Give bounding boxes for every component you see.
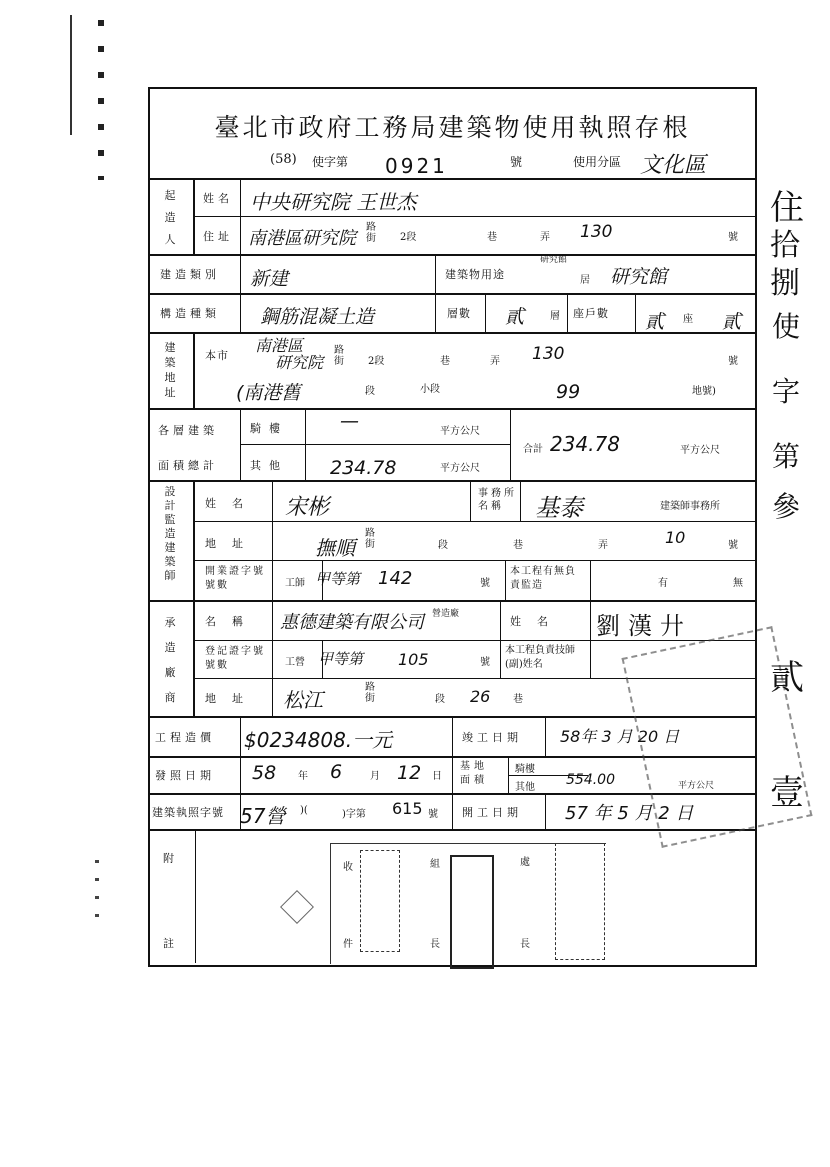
col-floors-4 <box>635 293 636 332</box>
chief-bottom: 長 <box>430 939 440 950</box>
cost-value: $0234808.一元 <box>244 728 393 752</box>
issue-day-unit: 日 <box>432 771 442 782</box>
units-value-2: 貳 <box>722 311 742 333</box>
floors-label: 層數 <box>447 307 471 320</box>
col-floors-3 <box>567 293 568 332</box>
zone-label: 使用分區 <box>573 155 622 169</box>
license-label: 開業證字號號數 <box>205 566 265 591</box>
reg-grade: 甲等第 <box>318 650 364 668</box>
other-label: 其他 <box>250 459 288 472</box>
reg-no: 105 <box>398 650 429 669</box>
rule-builder-mid <box>195 216 755 217</box>
site-lot-hao: 地號) <box>692 386 716 397</box>
permit-no: 615 <box>392 799 423 818</box>
total-label: 合計 <box>523 444 543 455</box>
margin-char-1: 住 <box>770 188 804 228</box>
use-label: 建築物用途 <box>445 268 505 281</box>
license-no: 142 <box>378 568 413 589</box>
contractor-addr-no: 26 <box>470 687 491 706</box>
use-note: 研究館 <box>540 255 568 265</box>
other-value: 234.78 <box>330 457 397 479</box>
builder-addr-label: 住址 <box>203 230 233 243</box>
builder-addr-alley: 弄 <box>540 232 550 243</box>
col-remarks <box>195 829 196 963</box>
rule-arch-1 <box>195 521 755 522</box>
contractor-name-value: 惠德建築有限公司 <box>280 612 424 633</box>
site-area-unit: 平方公尺 <box>678 781 715 791</box>
issue-month-unit: 月 <box>370 771 380 782</box>
site-district: 南港區 <box>255 336 304 355</box>
arcade-label: 騎樓 <box>250 422 288 435</box>
architect-addr-lane: 巷 <box>513 540 523 551</box>
category-value: 新建 <box>250 268 289 290</box>
builder-addr-sec: 2段 <box>400 232 417 243</box>
site-no: 130 <box>532 344 565 364</box>
permit-mid: )( <box>300 805 308 816</box>
col-side-1 <box>193 178 195 254</box>
architect-addr-alley: 弄 <box>598 540 608 551</box>
site-lot-no: 99 <box>556 381 581 403</box>
reg-label: 登記證字號號數 <box>205 646 265 671</box>
permit-number: 0921 <box>385 154 448 178</box>
col-bottom-4 <box>545 793 546 829</box>
site-lot-sub: 小段 <box>420 384 440 395</box>
units-mid: 座 <box>683 314 693 325</box>
reg-hao: 號 <box>480 657 490 668</box>
site-hao: 號 <box>728 356 738 367</box>
punch-hole-marks <box>98 20 104 180</box>
reg-prefix: 工營 <box>285 657 305 668</box>
col-floors-1 <box>435 293 436 332</box>
permit-hao: 號 <box>510 155 523 169</box>
col-arch-5 <box>590 560 591 600</box>
margin-char-9: 壹 <box>770 773 804 813</box>
permit-year: (58) <box>270 152 297 167</box>
builder-addr-road: 路街 <box>366 222 376 244</box>
chief-top: 組 <box>430 859 440 870</box>
site-alley: 弄 <box>490 356 500 367</box>
zone-value: 文化區 <box>640 153 707 178</box>
remarks-label-top: 附 <box>163 852 178 865</box>
architect-addr-value: 撫順 <box>315 536 355 560</box>
col-area-1 <box>305 408 306 480</box>
arcade-value: — <box>340 410 359 432</box>
builder-name-value: 中央研究院 王世杰 <box>250 190 417 214</box>
rule-arch-2 <box>195 560 755 561</box>
contractor-addr-sec: 段 <box>435 694 445 705</box>
start-label: 開工日期 <box>462 806 522 819</box>
col-bottom-3 <box>508 756 509 793</box>
seal-stamp-2 <box>450 855 494 969</box>
site-road-unit: 路街 <box>334 345 344 367</box>
license-grade: 甲等第 <box>315 570 361 588</box>
architect-name-value: 宋彬 <box>285 495 330 520</box>
seal-stamp-3 <box>555 843 605 960</box>
office-label: 事務所名稱 <box>478 488 517 512</box>
site-side-label: 建築地址 <box>164 341 176 399</box>
contractor-addr-label: 地址 <box>205 692 259 705</box>
receipt-top: 收 <box>343 862 353 873</box>
architect-addr-label: 地址 <box>205 537 259 550</box>
site-city: 本市 <box>205 349 229 362</box>
contractor-person-value: 劉漢廾 <box>596 612 692 640</box>
contractor-addr-road: 路街 <box>365 682 375 704</box>
use-suffix: 居 <box>580 275 590 286</box>
issue-year-unit: 年 <box>298 771 308 782</box>
receipt-bottom: 件 <box>343 939 353 950</box>
right-margin-column <box>760 180 820 880</box>
floors-value: 貳 <box>505 306 525 328</box>
architect-name-label: 姓名 <box>205 497 259 510</box>
contractor-addr-value: 松江 <box>283 688 323 712</box>
remarks-label-bottom: 註 <box>163 937 178 950</box>
rule-7 <box>148 600 755 602</box>
builder-addr-lane: 巷 <box>487 232 497 243</box>
contractor-name-suffix: 營造廠 <box>432 609 460 619</box>
contractor-addr-lane: 巷 <box>513 694 523 705</box>
rule-area-mid <box>240 444 510 445</box>
page-title: 臺北市政府工務局建築物使用執照存根 <box>214 113 691 142</box>
col-lab-4 <box>272 480 273 716</box>
builder-addr-value: 南港區研究院 <box>248 228 356 249</box>
contractor-name-label: 名稱 <box>205 615 259 628</box>
margin-char-7: 參 <box>772 490 801 523</box>
director-top: 處 <box>520 857 530 868</box>
margin-char-4: 使 <box>772 310 801 343</box>
architect-addr-sec: 段 <box>438 540 448 551</box>
issue-year: 58 <box>252 762 277 784</box>
director-bottom: 長 <box>520 939 530 950</box>
col-con-2 <box>590 600 591 678</box>
margin-char-3: 捌 <box>770 266 800 301</box>
complete-value: 58年 3 月 20 日 <box>560 727 680 746</box>
supervise-has: 有 <box>658 578 668 589</box>
col-cat <box>435 254 436 293</box>
architect-addr-no: 10 <box>665 528 686 547</box>
builder-name-label: 姓名 <box>203 192 233 205</box>
area-label-2: 面積總計 <box>158 459 218 472</box>
office-value: 基泰 <box>535 494 583 522</box>
permit-prefix: 使字第 <box>312 155 349 169</box>
site-area-label: 基地面積 <box>460 761 488 786</box>
area-label-1: 各層建築 <box>158 424 218 437</box>
permit-suffix: )字第 <box>342 809 366 820</box>
col-side-2 <box>193 332 195 408</box>
col-con-1 <box>500 600 501 678</box>
units-label: 座戶數 <box>573 307 609 320</box>
col-side-3 <box>193 480 195 716</box>
total-value: 234.78 <box>550 432 620 456</box>
license-hao: 號 <box>480 578 490 589</box>
architect-addr-hao: 號 <box>728 540 738 551</box>
cost-label: 工程造價 <box>155 731 215 744</box>
col-lab-3 <box>240 408 241 480</box>
col-bottom-2 <box>545 716 546 756</box>
site-lane: 巷 <box>440 356 450 367</box>
builder-addr-no: 130 <box>580 222 613 242</box>
col-floors-2 <box>485 293 486 332</box>
left-margin-dots <box>95 860 99 920</box>
site-other-label: 其他 <box>515 782 535 793</box>
license-prefix: 工師 <box>285 578 305 589</box>
total-unit: 平方公尺 <box>680 445 720 456</box>
col-arch-2 <box>520 480 521 521</box>
floors-unit: 層 <box>550 311 560 322</box>
site-arcade-label: 騎樓 <box>515 764 535 775</box>
supervise-label: 本工程有無負責監造 <box>510 566 576 591</box>
architect-side-label: 設計監造建築師 <box>164 485 176 582</box>
contractor-person-label: 姓名 <box>510 615 564 628</box>
issue-day: 12 <box>397 762 422 784</box>
office-suffix: 建築師事務所 <box>660 501 720 512</box>
tech-label: 本工程負責技師(副)姓名 <box>505 645 575 670</box>
builder-addr-hao: 號 <box>728 232 738 243</box>
left-margin-line <box>70 15 72 135</box>
category-label: 建造類別 <box>160 268 220 281</box>
complete-label: 竣工日期 <box>462 731 522 744</box>
structure-value: 鋼筋混凝土造 <box>260 306 375 328</box>
arcade-unit: 平方公尺 <box>440 426 480 437</box>
structure-label: 構造種類 <box>160 307 220 320</box>
architect-addr-road: 路街 <box>365 528 375 550</box>
permit-value: 57營 <box>240 804 286 828</box>
other-unit: 平方公尺 <box>440 463 480 474</box>
issue-label: 發照日期 <box>155 769 215 782</box>
site-sec: 2段 <box>368 356 385 367</box>
site-lot-sec: 段 <box>365 386 375 397</box>
start-value: 57 年 5 月 2 日 <box>565 803 694 824</box>
issue-month: 6 <box>330 761 343 783</box>
contractor-side-label: 承造廠商 <box>164 616 176 704</box>
margin-char-5: 字 <box>772 375 801 408</box>
supervise-none: 無 <box>733 578 743 589</box>
site-lot-area: (南港舊 <box>236 382 301 404</box>
col-bottom-1 <box>452 716 453 829</box>
permit-hao: 號 <box>428 809 438 820</box>
rule-6 <box>148 480 755 482</box>
margin-char-2: 拾 <box>770 228 800 263</box>
permit-label: 建築執照字號 <box>152 806 224 819</box>
use-value: 研究館 <box>610 266 668 288</box>
col-arch-4 <box>505 560 506 600</box>
margin-char-8: 貳 <box>770 658 804 698</box>
col-lab-2 <box>240 254 241 332</box>
site-road: 研究院 <box>275 353 324 372</box>
site-other-value: 554.00 <box>566 772 615 788</box>
seal-stamp-1 <box>360 850 400 952</box>
builder-side-label: 起造人 <box>164 189 176 246</box>
col-arch-1 <box>470 480 471 521</box>
col-area-2 <box>510 408 511 480</box>
col-lab-1 <box>240 178 241 254</box>
margin-char-6: 第 <box>772 440 801 473</box>
units-value: 貳 <box>645 311 665 333</box>
